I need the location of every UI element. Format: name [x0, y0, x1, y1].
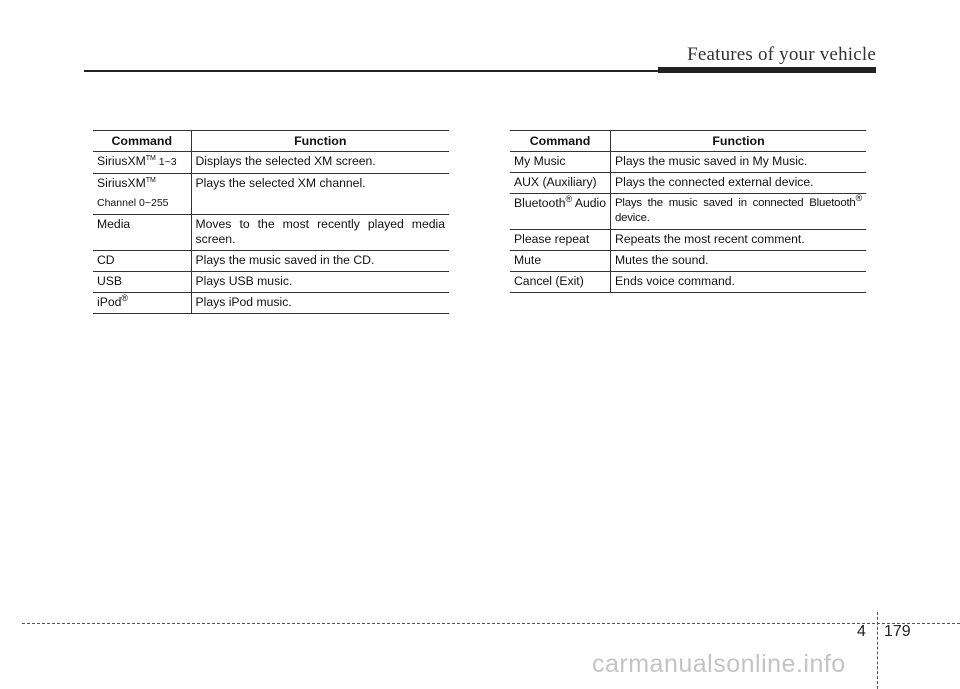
trademark-mark: TM: [145, 176, 156, 184]
command-cell: CD: [93, 251, 191, 272]
command-cell: Mute: [510, 251, 611, 272]
section-number: 4: [857, 623, 866, 640]
registered-mark: ®: [121, 292, 129, 303]
command-cell: Please repeat: [510, 230, 611, 251]
column-header-command: Command: [93, 131, 191, 152]
function-cell: Plays the selected XM channel.: [191, 174, 449, 215]
footer-divider: [877, 612, 878, 689]
command-cell: Cancel (Exit): [510, 272, 611, 293]
table-row: [93, 152, 449, 174]
command-cell: [93, 293, 191, 314]
table-row: [510, 230, 866, 251]
footer-rule: [22, 623, 960, 624]
command-text: SiriusXM: [97, 154, 146, 168]
column-header-command: Command: [510, 131, 611, 152]
function-cell: [611, 194, 866, 230]
function-cell: Plays the connected external device.: [611, 173, 866, 194]
registered-mark: ®: [855, 193, 862, 204]
table-row: [93, 272, 449, 293]
command-line2: Channel 0~255: [97, 197, 169, 209]
function-cell: Repeats the most recent comment.: [611, 230, 866, 251]
command-cell: AUX (Auxiliary): [510, 173, 611, 194]
function-cell: Plays the music saved in My Music.: [611, 152, 866, 173]
command-cell: My Music: [510, 152, 611, 173]
page-header-title: Features of your vehicle: [687, 44, 876, 65]
function-cell: Ends voice command.: [611, 272, 866, 293]
registered-mark: ®: [565, 193, 573, 204]
column-header-function: Function: [191, 131, 449, 152]
function-cell: Plays iPod music.: [191, 293, 449, 314]
page-number: 179: [884, 623, 911, 640]
command-suffix: 1~3: [155, 156, 177, 168]
function-suffix: device.: [615, 212, 650, 224]
function-cell: Moves to the most recently played media screen.: [191, 215, 449, 251]
table-row: [93, 293, 449, 314]
left-command-table: [93, 130, 449, 314]
trademark-mark: TM: [145, 154, 156, 162]
command-text: Bluetooth: [514, 196, 566, 210]
function-cell: Displays the selected XM screen.: [191, 152, 449, 174]
table-row: [510, 152, 866, 173]
header-rule-accent: [658, 67, 876, 73]
table-header-row: [510, 131, 866, 152]
table-row: [510, 272, 866, 293]
command-cell: [93, 174, 191, 215]
column-header-function: Function: [611, 131, 866, 152]
table-row: [93, 215, 449, 251]
table-row: [510, 194, 866, 230]
table-row: [510, 173, 866, 194]
header-rule: [84, 70, 660, 72]
right-command-table: [510, 130, 866, 293]
function-cell: Plays the music saved in the CD.: [191, 251, 449, 272]
command-suffix: Audio: [572, 196, 607, 210]
command-cell: [510, 194, 611, 230]
command-text: iPod: [97, 295, 122, 309]
table-header-row: [93, 131, 449, 152]
table-row: [510, 251, 866, 272]
command-cell: Media: [93, 215, 191, 251]
table-row: [93, 174, 449, 215]
function-cell: Mutes the sound.: [611, 251, 866, 272]
command-text: SiriusXM: [97, 176, 146, 190]
function-cell: Plays USB music.: [191, 272, 449, 293]
function-text: Plays the music saved in connected Bluetooth: [615, 197, 856, 209]
watermark-text: carmanualsonline.info: [592, 650, 846, 678]
command-cell: USB: [93, 272, 191, 293]
command-cell: [93, 152, 191, 174]
table-row: [93, 251, 449, 272]
